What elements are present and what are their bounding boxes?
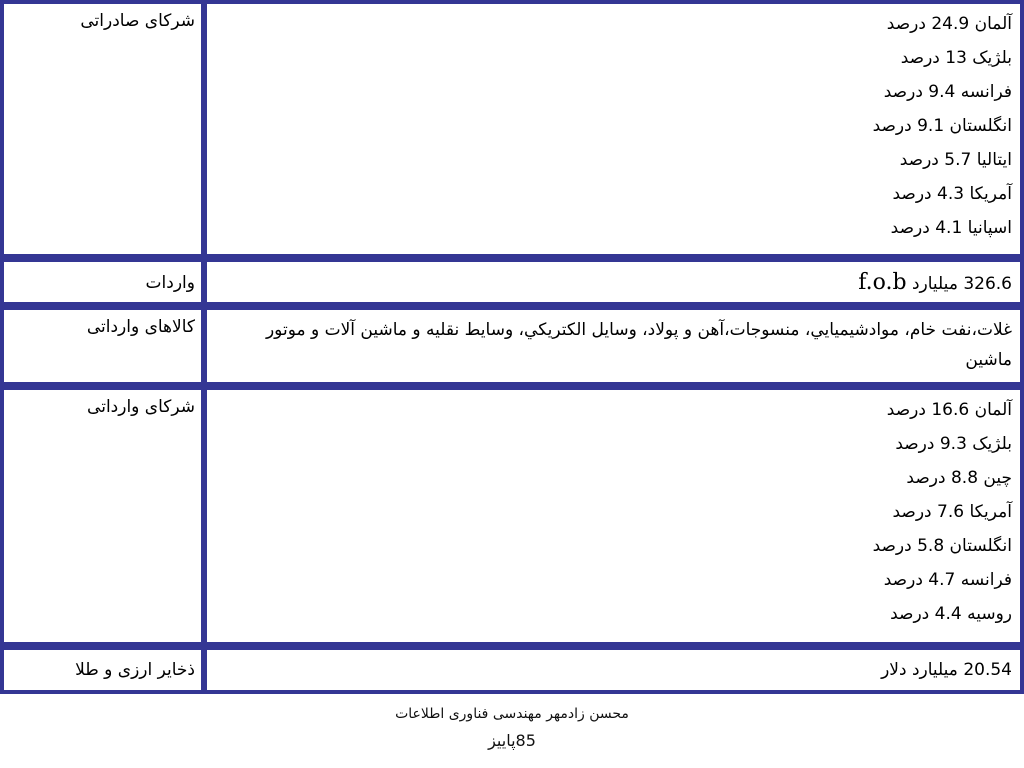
footer-date: 85پاییز [488, 731, 536, 750]
list-item: روسیه 4.4 درصد [890, 604, 1012, 624]
list-item: آلمان 24.9 درصد [886, 14, 1012, 34]
table-row-imported-goods [0, 306, 1024, 386]
footer-author: محسن زادمهر مهندسی فناوری اطلاعات [395, 706, 629, 722]
imported-goods-label: کالاهای وارداتی [4, 310, 201, 382]
imports-fob: f.o.b [858, 270, 907, 295]
list-item: اسپانیا 4.1 درصد [890, 218, 1012, 238]
table-row-import-partners [0, 386, 1024, 646]
reserves-value: 20.54 میلیارد دلار [207, 650, 1020, 690]
imports-amount: 326.6 میلیارد [911, 274, 1012, 294]
list-item: فرانسه 4.7 درصد [883, 570, 1012, 590]
list-item: بلژیک 13 درصد [900, 48, 1012, 68]
imports-label: واردات [4, 262, 201, 302]
imported-goods-text: غلات،نفت خام، موادشيميايي، منسوجات،آهن و پولاد، وسايل الکتريکي، وسايط نقليه و ماشين آلات و موتور ماشين [207, 310, 1020, 382]
list-item: ایتالیا 5.7 درصد [899, 150, 1012, 170]
list-item: آمریکا 7.6 درصد [892, 502, 1012, 522]
list-item: آمریکا 4.3 درصد [892, 184, 1012, 204]
list-item: انگلستان 5.8 درصد [872, 536, 1012, 556]
list-item: بلژیک 9.3 درصد [895, 434, 1012, 454]
reserves-label: ذخایر ارزی و طلا [4, 650, 201, 690]
export-partners-label: شرکای صادراتی [4, 4, 201, 254]
imports-value [207, 262, 1020, 302]
list-item: آلمان 16.6 درصد [886, 400, 1012, 420]
list-item: چین 8.8 درصد [906, 468, 1012, 488]
table-row-reserves [0, 646, 1024, 694]
list-item: فرانسه 9.4 درصد [883, 82, 1012, 102]
import-partners-list [207, 390, 1020, 642]
import-partners-label: شرکای وارداتی [4, 390, 201, 642]
table-row-export-partners [0, 0, 1024, 258]
list-item: انگلستان 9.1 درصد [872, 116, 1012, 136]
table-row-imports [0, 258, 1024, 306]
export-partners-list [207, 4, 1020, 254]
